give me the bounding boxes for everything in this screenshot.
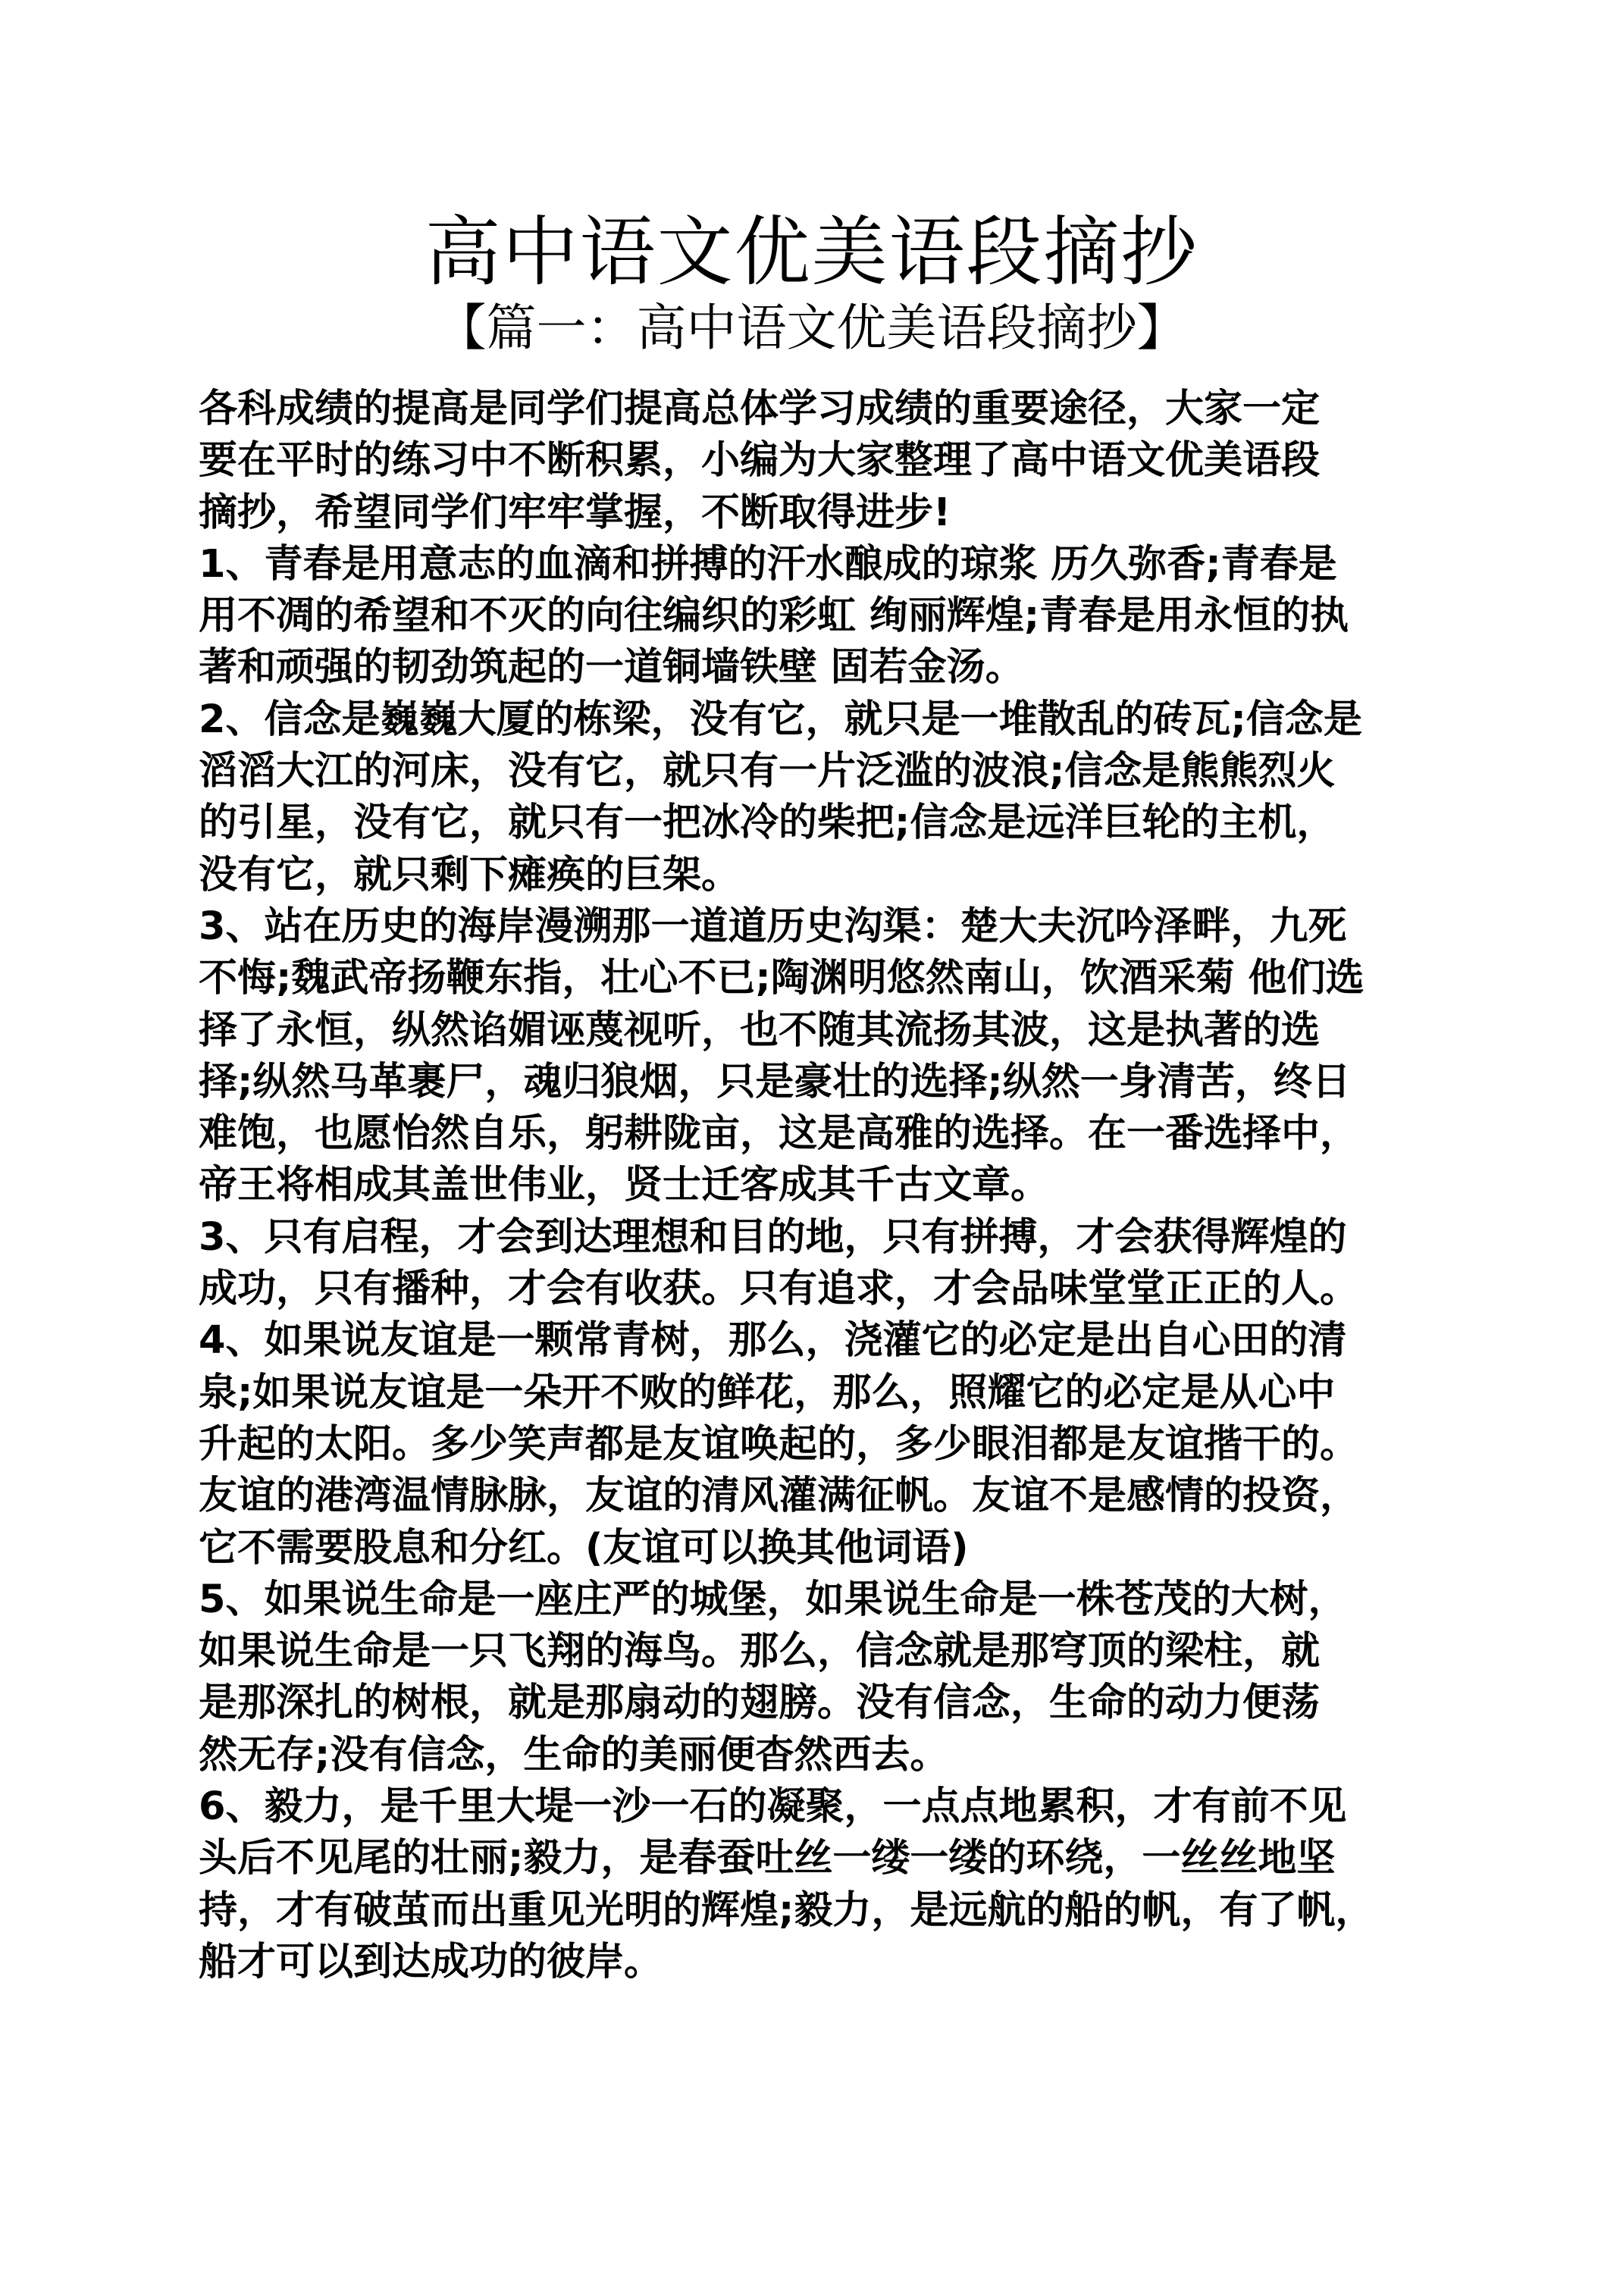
text-line: 如果说生命是一只飞翔的海鸟。那么，信念就是那穹顶的梁柱，就 — [199, 1629, 1321, 1674]
section-heading: 【篇一：高中语文优美语段摘抄】 — [436, 299, 1187, 357]
text-line: 择;纵然马革裹尸，魂归狼烟，只是豪壮的选择;纵然一身清苦，终日 — [199, 1059, 1351, 1104]
text-line: 船才可以到达成功的彼岸。 — [199, 1939, 663, 1984]
text-line: 友谊的港湾温情脉脉，友谊的清风灌满征帆。友谊不是感情的投资， — [199, 1474, 1359, 1519]
text-line: 1、青春是用意志的血滴和拼搏的汗水酿成的琼浆 历久弥香;青春是 — [199, 541, 1337, 587]
text-line: 用不凋的希望和不灭的向往编织的彩虹 绚丽辉煌;青春是用永恒的执 — [199, 594, 1349, 639]
text-line: 升起的太阳。多少笑声都是友谊唤起的，多少眼泪都是友谊揩干的。 — [199, 1421, 1359, 1467]
text-line: 难饱，也愿怡然自乐，躬耕陇亩，这是高雅的选择。在一番选择中， — [199, 1111, 1359, 1157]
text-line: 成功，只有播种，才会有收获。只有追求，才会品味堂堂正正的人。 — [199, 1267, 1359, 1312]
text-line: 头后不见尾的壮丽;毅力，是春蚕吐丝一缕一缕的环绕，一丝丝地坚 — [199, 1836, 1336, 1881]
text-line: 没有它，就只剩下瘫痪的巨架。 — [199, 852, 741, 897]
text-line: 泉;如果说友谊是一朵开不败的鲜花，那么，照耀它的必定是从心中 — [199, 1370, 1336, 1415]
text-line: 著和顽强的韧劲筑起的一道铜墙铁壁 固若金汤。 — [199, 645, 1024, 691]
text-line: 不悔;魏武帝扬鞭东指，壮心不已;陶渊明悠然南山，饮酒采菊 他们选 — [199, 956, 1365, 1001]
text-line: 要在平时的练习中不断积累，小编为大家整理了高中语文优美语段 — [199, 438, 1321, 484]
text-line: 它不需要股息和分红。(友谊可以换其他词语) — [199, 1525, 969, 1571]
body-text — [199, 384, 1442, 1988]
text-line: 3、站在历史的海岸漫溯那一道道历史沟渠：楚大夫沉吟泽畔，九死 — [199, 904, 1347, 949]
text-line: 是那深扎的树根，就是那扇动的翅膀。没有信念，生命的动力便荡 — [199, 1680, 1321, 1726]
text-line: 持，才有破茧而出重见光明的辉煌;毅力，是远航的船的帆，有了帆， — [199, 1887, 1374, 1933]
text-line: 3、只有启程，才会到达理想和目的地，只有拼搏，才会获得辉煌的 — [199, 1214, 1347, 1260]
text-line: 的引星，没有它，就只有一把冰冷的柴把;信念是远洋巨轮的主机， — [199, 800, 1336, 846]
text-line: 5、如果说生命是一座庄严的城堡，如果说生命是一株苍茂的大树， — [199, 1577, 1347, 1622]
text-line: 4、如果说友谊是一颗常青树，那么，浇灌它的必定是出自心田的清 — [199, 1318, 1347, 1364]
text-line: 滔滔大江的河床，没有它，就只有一片泛滥的波浪;信念是熊熊烈火 — [199, 749, 1336, 794]
text-line: 择了永恒，纵然谄媚诬蔑视听，也不随其流扬其波，这是执著的选 — [199, 1007, 1321, 1053]
text-line: 然无存;没有信念，生命的美丽便杳然西去。 — [199, 1732, 949, 1778]
text-line: 2、信念是巍巍大厦的栋梁，没有它，就只是一堆散乱的砖瓦;信念是 — [199, 697, 1362, 742]
page-title: 高中语文优美语段摘抄 — [425, 208, 1198, 296]
text-line: 帝王将相成其盖世伟业，贤士迁客成其千古文章。 — [199, 1163, 1050, 1208]
text-line: 6、毅力，是千里大堤一沙一石的凝聚，一点点地累积，才有前不见 — [199, 1784, 1347, 1830]
text-line: 摘抄，希望同学们牢牢掌握，不断取得进步! — [199, 490, 951, 535]
text-line: 各科成绩的提高是同学们提高总体学习成绩的重要途径，大家一定 — [199, 387, 1321, 431]
